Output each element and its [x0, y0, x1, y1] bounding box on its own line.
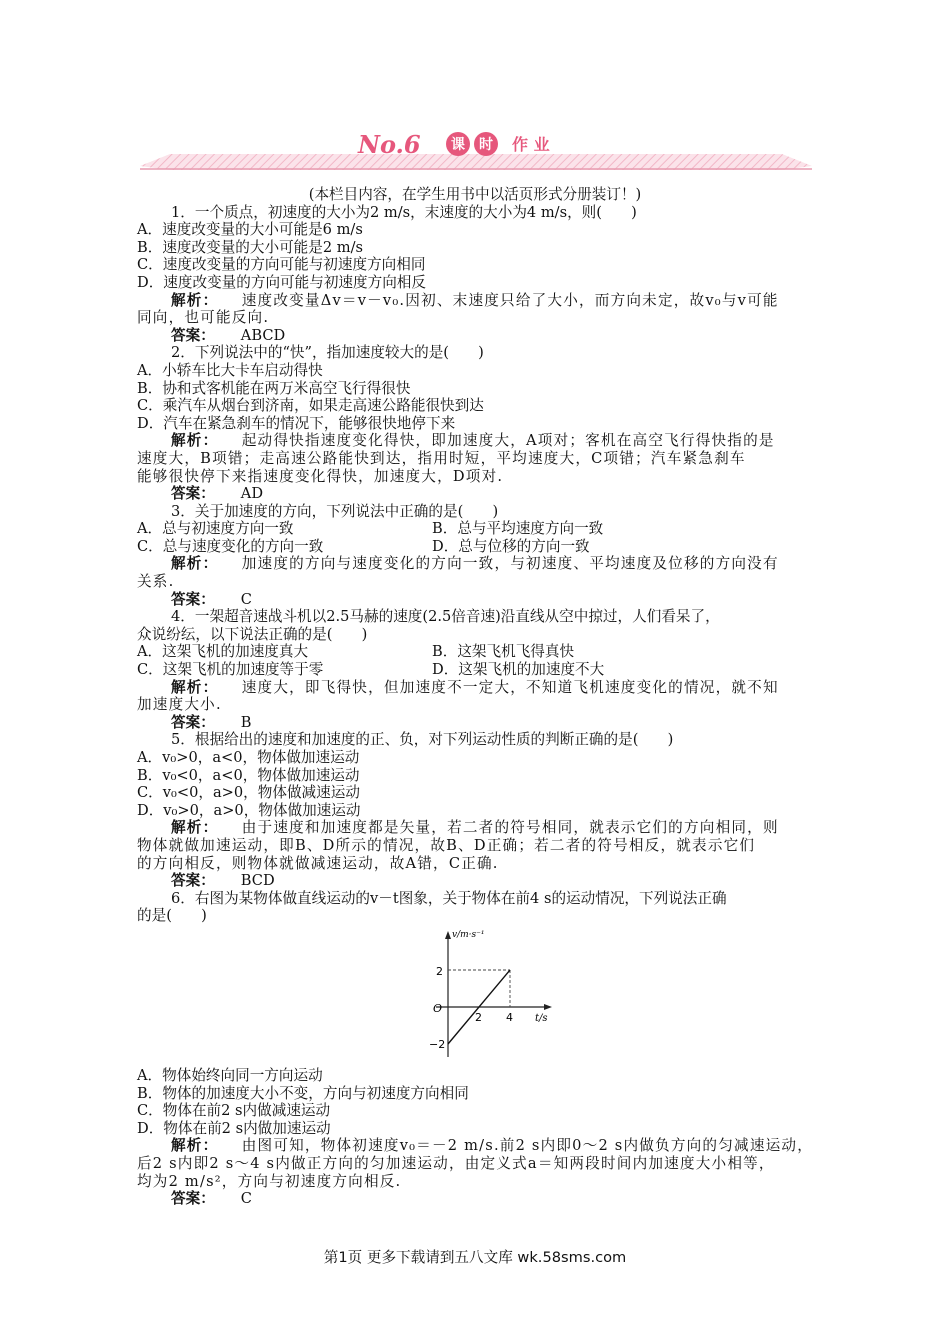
- q4-option-b: B．这架飞机飞得真快: [432, 643, 575, 661]
- q6-option-c: C．物体在前2 s内做减速运动: [137, 1102, 331, 1120]
- binding-note: (本栏目内容，在学生用书中以活页形式分册装订！): [308, 186, 642, 203]
- q1-option-c: C．速度改变量的方向可能与初速度方向相同: [137, 256, 426, 274]
- q5-answer-label: 答案：: [171, 872, 215, 890]
- badge-text-1: 课: [451, 137, 465, 153]
- q3-option-c: C．总与速度变化的方向一致: [137, 537, 324, 555]
- q3-analysis-line1: 加速度的方向与速度变化的方向一致，与初速度、平均速度及位移的方向没有: [241, 555, 779, 573]
- q4-analysis: [137, 679, 813, 697]
- header-banner: [140, 126, 812, 174]
- q4-answer: [137, 714, 813, 732]
- q6-option-a: A．物体始终向同一方向运动: [137, 1066, 323, 1084]
- q1-answer-value: ABCD: [240, 326, 286, 344]
- q5-analysis-line3: 的方向相反，则物体就做减速运动，故A错，C正确.: [137, 854, 499, 872]
- banner-stripe: [140, 154, 812, 170]
- x-axis-arrow: [544, 1004, 552, 1010]
- q6-answer-label: 答案：: [171, 1190, 215, 1208]
- q2-analysis-line1: 起动得快指速度变化得快，即加速度大，A项对；客机在高空飞行得快指的是: [241, 432, 775, 450]
- q3-answer-value: C: [240, 590, 252, 608]
- q5-answer: [137, 872, 813, 890]
- q1-stem: 1．一个质点，初速度的大小为2 m/s，末速度的大小为4 m/s，则( ): [171, 203, 637, 221]
- badge-text-2: 时: [479, 137, 493, 153]
- q2-option-d: D．汽车在紧急刹车的情况下，能够很快地停下来: [137, 414, 456, 432]
- lesson-number: No.6: [358, 130, 421, 159]
- x-axis-label: t/s: [535, 1012, 548, 1024]
- q3-analysis-line2: 关系.: [137, 573, 175, 591]
- q4-analysis-label: 解析：: [171, 678, 219, 696]
- q4-option-d: D．这架飞机的加速度不大: [432, 661, 605, 679]
- q5-answer-value: BCD: [240, 872, 275, 890]
- vt-graph-figure: [137, 925, 813, 1067]
- q2-analysis-line3: 能够很快停下来指速度变化得快，加速度大，D项对.: [137, 467, 504, 485]
- q1-answer-label: 答案：: [171, 326, 215, 344]
- q1-analysis-line1: 速度改变量Δv＝v－v₀.因初、末速度只给了大小，而方向未定，故v₀与v可能: [241, 291, 779, 309]
- q2-analysis-label: 解析：: [171, 432, 219, 450]
- q4-analysis-line2: 加速度大小.: [137, 696, 222, 714]
- q1-analysis-label: 解析：: [171, 291, 219, 309]
- q5-analysis-line2: 物体就做加速运动，即B、D所示的情况，故B、D正确；若二者的符号相反，就表示它们: [137, 836, 756, 854]
- q3-option-a: A．总与初速度方向一致: [137, 520, 294, 538]
- q5-analysis-line1: 由于速度和加速度都是矢量，若二者的符号相同，就表示它们的方向相同，则: [241, 819, 779, 837]
- tick-x-4: 4: [506, 1010, 513, 1024]
- q5-option-b: B．v₀<0，a<0，物体做加速运动: [137, 766, 360, 784]
- q5-option-c: C．v₀<0，a>0，物体做减速运动: [137, 784, 360, 802]
- q5-option-a: A．v₀>0，a<0，物体做加速运动: [137, 749, 360, 766]
- q6-answer: [137, 1190, 813, 1208]
- header-label: 作 业: [512, 135, 550, 154]
- q1-option-a: A．速度改变量的大小可能是6 m/s: [137, 221, 363, 239]
- q1-option-d: D．速度改变量的方向可能与初速度方向相反: [137, 273, 426, 291]
- q6-option-b: B．物体的加速度大小不变，方向与初速度方向相同: [137, 1084, 469, 1102]
- q5-stem: 5．根据给出的速度和加速度的正、负，对下列运动性质的判断正确的是( ): [171, 731, 674, 749]
- q2-option-c: C．乘汽车从烟台到济南，如果走高速公路能很快到达: [137, 397, 484, 415]
- q2-answer-value: AD: [240, 485, 264, 503]
- q4-option-a: A．这架飞机的加速度真大: [137, 643, 309, 661]
- q6-analysis-line2: 后2 s内即2 s～4 s内做正方向的匀加速运动，由定义式a＝知两段时间内加速度大小相等，: [137, 1154, 775, 1172]
- q1-analysis-line2: 同向，也可能反向.: [137, 309, 270, 327]
- q2-answer-label: 答案：: [171, 485, 215, 503]
- q3-option-b: B．总与平均速度方向一致: [432, 520, 604, 538]
- y-axis-label: v/m·s⁻¹: [452, 929, 485, 940]
- tick-y-pos: 2: [436, 964, 443, 978]
- vt-graph: [420, 925, 560, 1063]
- q4-option-c: C．这架飞机的加速度等于零: [137, 661, 324, 679]
- q5-analysis: [137, 819, 813, 837]
- q6-option-d: D．物体在前2 s内做加速运动: [137, 1119, 331, 1137]
- q2-analysis: [137, 432, 813, 450]
- q4-stem-line1: 4．一架超音速战斗机以2.5马赫的速度(2.5倍音速)沿直线从空中掠过，人们看呆了，: [171, 608, 720, 626]
- q2-answer: [137, 485, 813, 503]
- q1-analysis: [137, 292, 813, 310]
- origin-label: O: [433, 1001, 443, 1015]
- q4-answer-label: 答案：: [171, 713, 215, 731]
- q6-analysis-line3: 均为2 m/s²，方向与初速度方向相反.: [137, 1172, 402, 1190]
- tick-x-2: 2: [475, 1010, 482, 1024]
- q3-analysis-label: 解析：: [171, 555, 219, 573]
- document-body: [137, 186, 813, 1208]
- q2-option-a: A．小轿车比大卡车启动得快: [137, 361, 323, 379]
- q1-answer: [137, 327, 813, 345]
- q6-analysis: [137, 1137, 813, 1155]
- q6-analysis-line1: 由图可知，物体初速度v₀＝－2 m/s.前2 s内即0～2 s内做负方向的匀减速运动，: [241, 1137, 813, 1155]
- q2-analysis-line2: 速度大，B项错；走高速公路能快到达，指用时短，平均速度大，C项错；汽车紧急刹车: [137, 449, 746, 467]
- q5-option-d: D．v₀>0，a>0，物体做加速运动: [137, 801, 361, 819]
- q6-answer-value: C: [240, 1190, 252, 1208]
- q3-answer: [137, 591, 813, 609]
- q3-answer-label: 答案：: [171, 590, 215, 608]
- q1-option-b: B．速度改变量的大小可能是2 m/s: [137, 238, 364, 256]
- y-axis-arrow: [445, 931, 451, 939]
- q4-stem-line2: 众说纷纭，以下说法正确的是( ): [137, 625, 368, 643]
- q2-stem: 2．下列说法中的“快”，指加速度较大的是( ): [171, 344, 484, 362]
- q3-analysis: [137, 555, 813, 573]
- tick-y-neg: −2: [429, 1037, 446, 1051]
- q6-analysis-label: 解析：: [171, 1137, 219, 1155]
- q4-answer-value: B: [240, 713, 252, 731]
- q2-option-b: B．协和式客机能在两万米高空飞行得很快: [137, 379, 411, 397]
- q6-stem-line2: 的是( ): [137, 907, 207, 925]
- q5-analysis-label: 解析：: [171, 819, 219, 837]
- q6-stem-line1: 6．右图为某物体做直线运动的v－t图象，关于物体在前4 s的运动情况，下列说法正确: [171, 889, 727, 907]
- q3-stem: 3．关于加速度的方向，下列说法中正确的是( ): [171, 502, 499, 520]
- page-footer: 第1页 更多下载请到五八文库 wk.58sms.com: [323, 1249, 627, 1266]
- q3-option-d: D．总与位移的方向一致: [432, 537, 590, 555]
- q4-analysis-line1: 速度大，即飞得快，但加速度不一定大，不知道飞机速度变化的情况，就不知: [241, 678, 779, 696]
